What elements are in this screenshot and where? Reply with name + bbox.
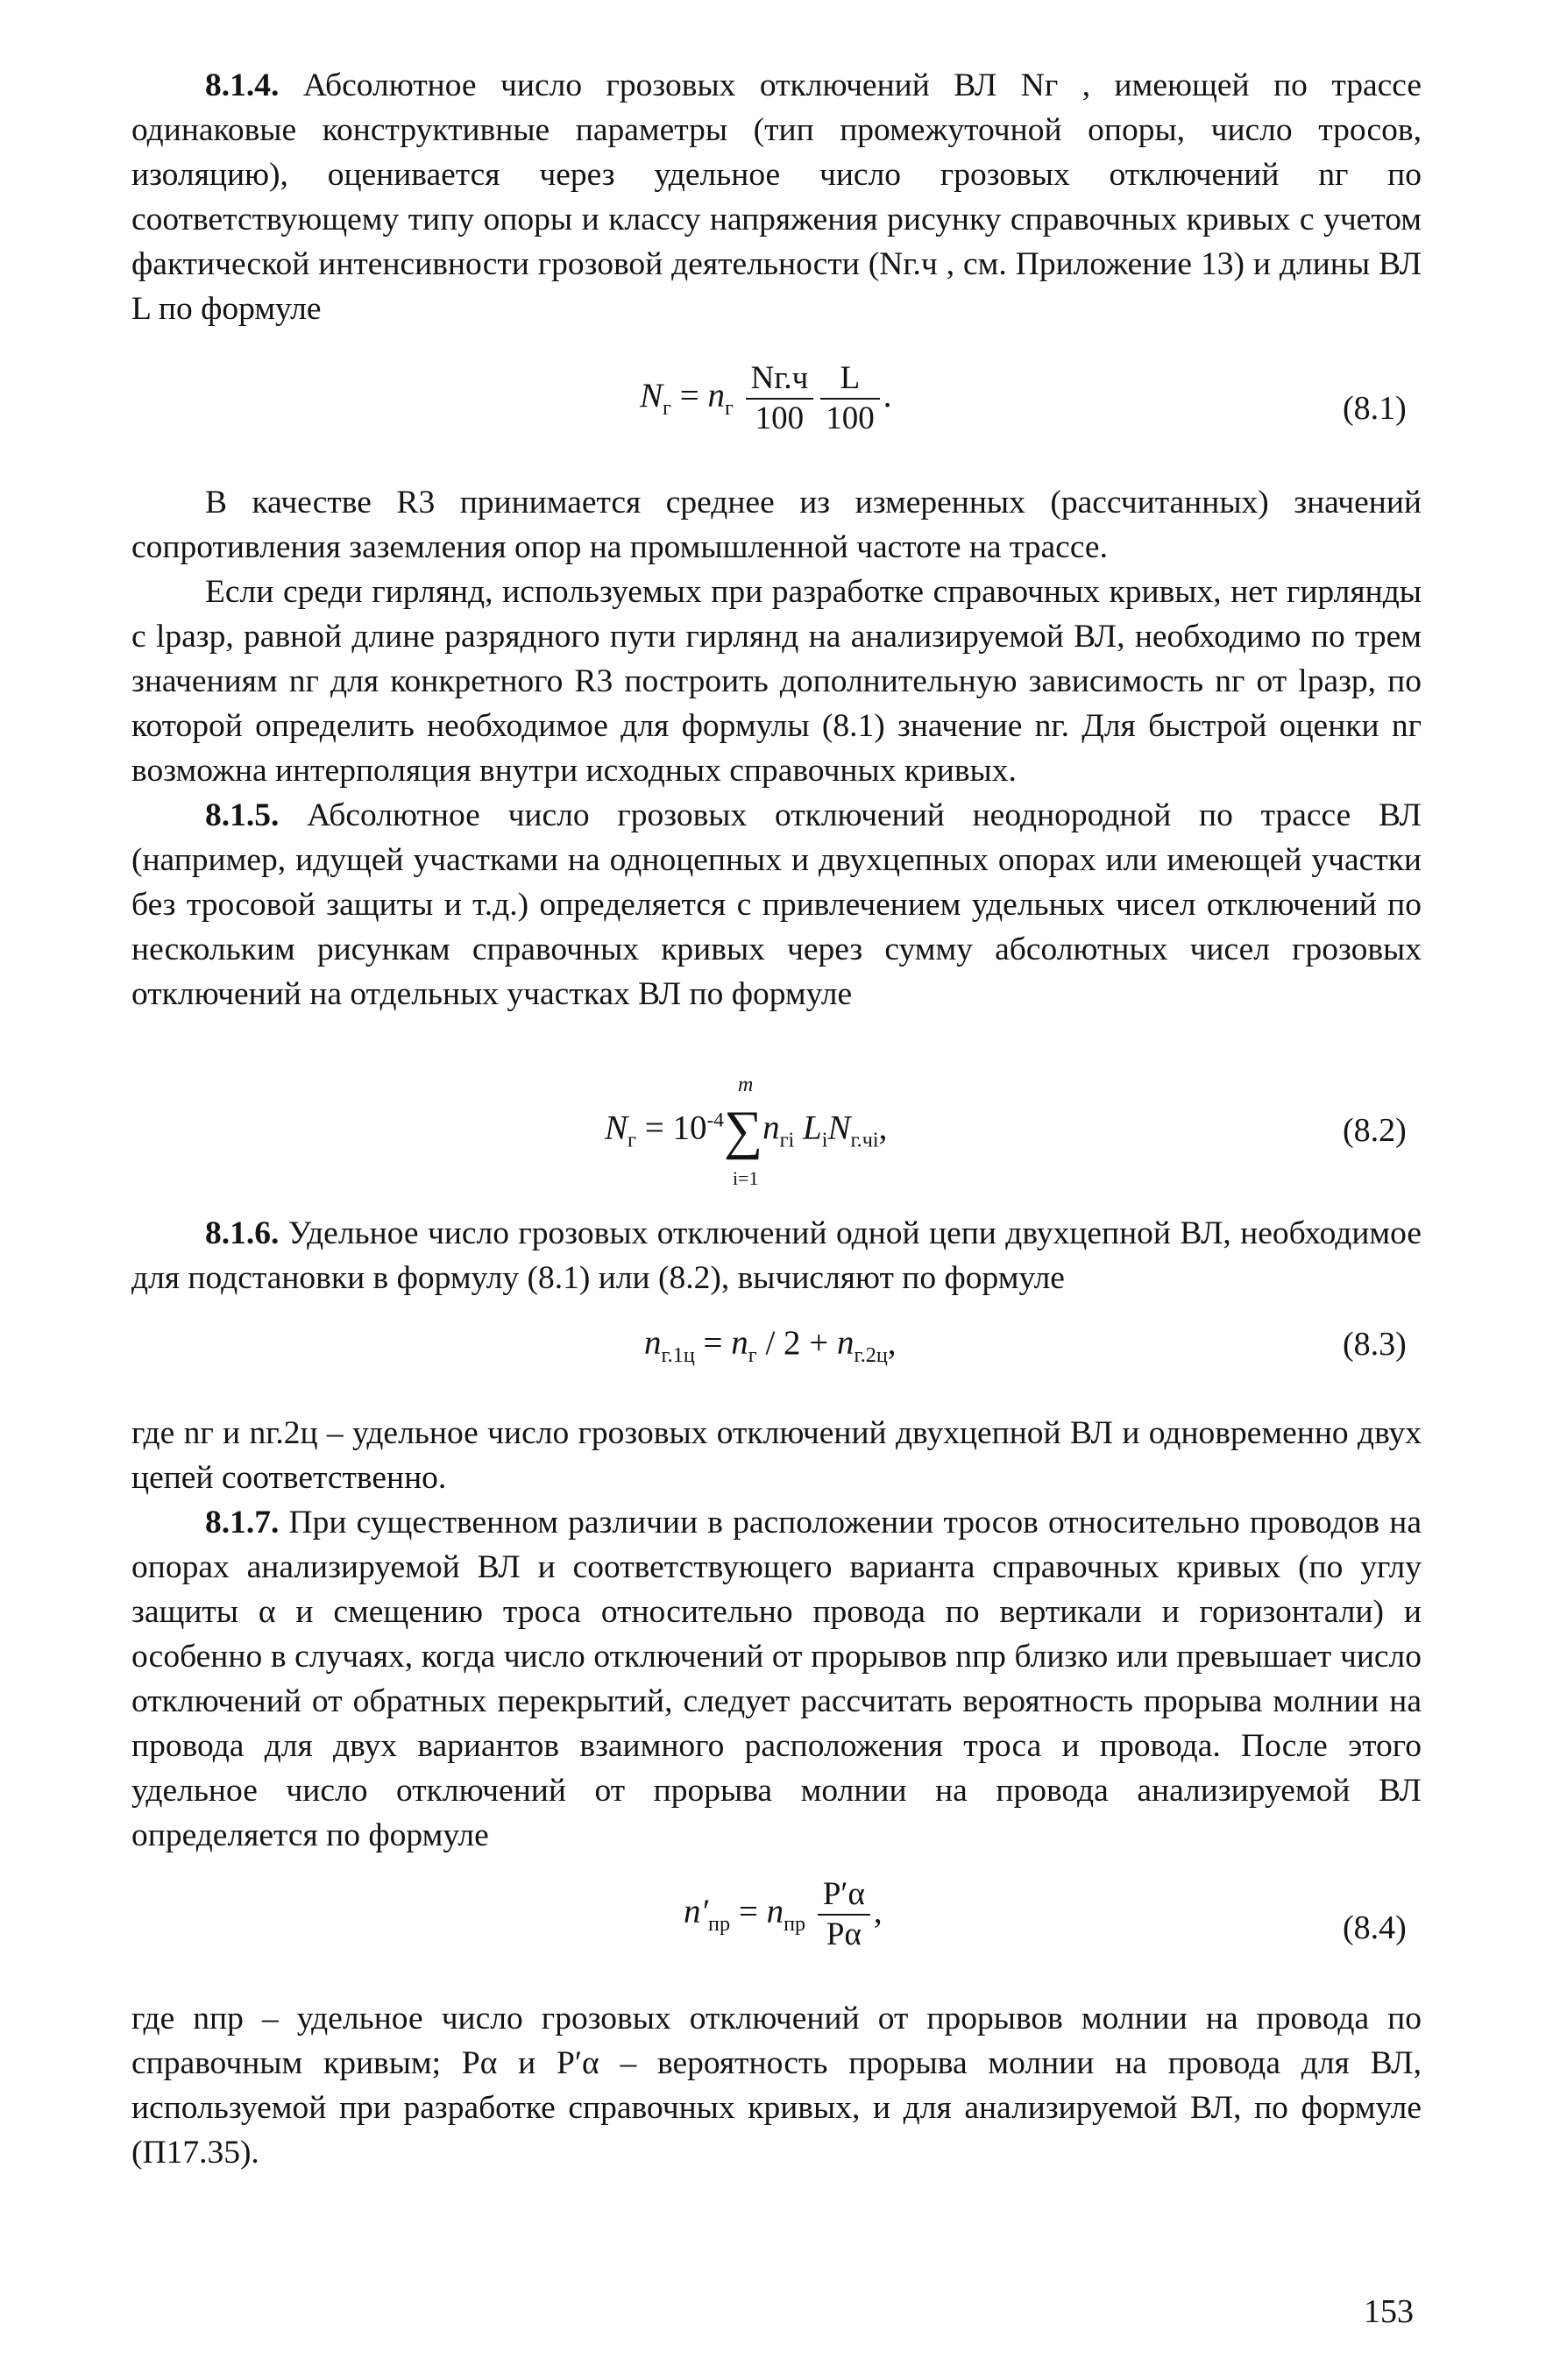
section-number: 8.1.4. — [205, 67, 280, 103]
section-8-1-5 — [131, 793, 1422, 1016]
section-8-1-4 — [131, 63, 1422, 331]
equation-number: (8.1) — [1343, 390, 1407, 427]
paragraph-garland: Если среди гирлянд, используемых при разработке справочных кривых, нет гирлянды с lразр, равной длине разрядного пути гирлянд на анализируемой ВЛ, необходимо по трем значениям nг для конкретного R3 построить дополнительную зависимость nг от lразр, по которой определить необходимое для формулы (8.1) значение nг. Для быстрой оценки nг возможна интерполяция внутри исходных справочных кривых. — [131, 574, 1422, 789]
formula-8-3: $n_{г.1ц} = n_г / 2 + n_{г.2ц}$, — [644, 1324, 897, 1367]
fraction-probability: $\frac{P'\alpha}{P\alpha}$ — [818, 1875, 870, 1954]
sum-symbol: ∑ m i=1 — [723, 1073, 763, 1189]
paragraph-where-8-4: где nпр – удельное число грозовых отключений от прорывов молнии на провода по справочным кривым; Pα и P′α – вероятность прорыва молнии на провода для ВЛ, используемой при разработке справочных кривых, и для анализируемой ВЛ, по формуле (П17.35). — [131, 2001, 1422, 2171]
fraction-intensity: $\frac{Nг.ч}{100}$ — [746, 359, 814, 438]
fraction-length: $\frac{L}{100}$ — [820, 359, 880, 438]
section-number: 8.1.5. — [205, 797, 280, 833]
equation-number: (8.2) — [1343, 1112, 1407, 1149]
formula-8-4: $n'_{пр} = n_{пр}$ $\frac{P'\alpha}{P\alpha}$ , — [684, 1876, 883, 1952]
paragraph-block-2 — [131, 480, 1422, 1016]
equation-number: (8.4) — [1343, 1909, 1407, 1946]
section-text: Абсолютное число грозовых отключений неоднородной по трассе ВЛ (например, идущей участками на одноцепных и двухцепных опорах или имеющей участки без тросовой защиты и т.д.) определяется с привлечением удельных чисел отключений по нескольким рисункам справочных кривых через сумму абсолютных чисел грозовых отключений на отдельных участках ВЛ по формуле — [131, 797, 1422, 1012]
section-number: 8.1.6. — [205, 1215, 280, 1251]
section-text: Удельное число грозовых отключений одной цепи двухцепной ВЛ, необходимое для подстановки в формулу (8.1) или (8.2), вычисляют по формуле — [131, 1215, 1422, 1296]
paragraph-r3: В качестве R3 принимается среднее из измеренных (рассчитанных) значений сопротивления заземления опор на промышленной частоте на трассе. — [131, 485, 1422, 565]
page-number: 153 — [1364, 2293, 1414, 2330]
section-8-1-7 — [131, 1500, 1422, 1858]
section-text: При существенном различии в расположении тросов относительно проводов на опорах анализируемой ВЛ и соответствующего варианта справочных кривых (по углу защиты α и смещению троса относительно провода по вертикали и горизонтали) и особенно в случаях, когда число отключений от прорывов nпр близко или превышает число отключений от обратных перекрытий, следует рассчитать вероятность прорыва молнии на провода для двух вариантов взаимного расположения троса и провода. После этого удельное число отключений от прорыва молнии на провода анализируемой ВЛ определяется по формуле — [131, 1505, 1422, 1853]
section-8-1-6 — [131, 1211, 1422, 1300]
paragraph-where-8-3: где nг и nг.2ц – удельное число грозовых отключений двухцепной ВЛ и одновременно двух цепей соответственно. — [131, 1415, 1422, 1496]
equation-number: (8.3) — [1343, 1326, 1407, 1363]
section-text: Абсолютное число грозовых отключений ВЛ Nг , имеющей по трассе одинаковые конструктивные параметры (тип промежуточной опоры, число тросов, изоляцию), оценивается через удельное число грозовых отключений nг по соответствующему типу опоры и классу напряжения рисунку справочных кривых с учетом фактической интенсивности грозовой деятельности (Nг.ч , см. Приложение 13) и длины ВЛ L по формуле — [131, 67, 1422, 327]
section-number: 8.1.7. — [205, 1505, 280, 1541]
formula-8-1: $N_г = n_г$ $\frac{Nг.ч}{100}$ $\frac{L}{100}$ . — [640, 360, 892, 436]
formula-8-2: $N_г = 10^{-4}\sum$ m i=1 $n_{гi}$ $L_iN_{г.чi}$, — [605, 1073, 888, 1189]
paragraph-block-4 — [131, 1411, 1422, 1858]
